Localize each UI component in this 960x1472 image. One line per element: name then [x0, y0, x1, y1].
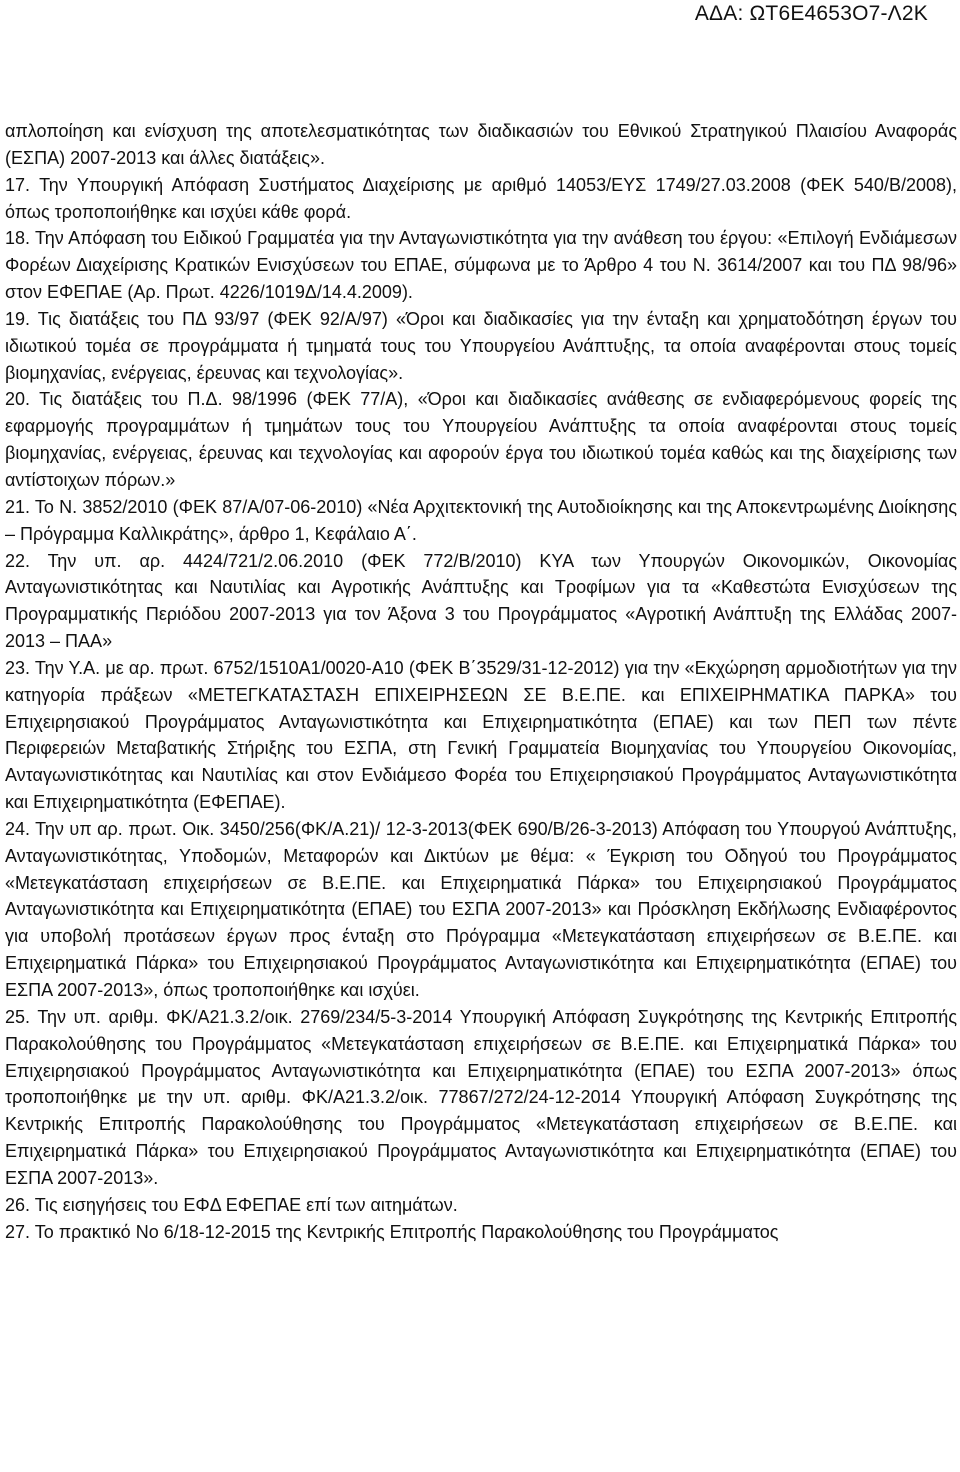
- ada-code: ΑΔΑ: ΩΤ6Ε4653Ο7-Λ2Κ: [694, 2, 928, 25]
- paragraph-21: 21. Το Ν. 3852/2010 (ΦΕΚ 87/Α/07-06-2010) «Νέα Αρχιτεκτονική της Αυτοδιοίκησης και της Αποκεντρωμένης Διοίκησης – Πρόγραμμα Καλλικράτης», άρθρο 1, Κεφάλαιο Α΄.: [5, 496, 957, 544]
- paragraph-18: 18. Την Απόφαση του Ειδικού Γραμματέα για την Ανταγωνιστικότητα για την ανάθεση του έργου: «Επιλογή Ενδιάμεσων Φορέων Διαχείρισης Κρατικών Ενισχύσεων του ΕΠΑΕ, σύμφωνα με το Άρθρο 4 του Ν. 3614/2007 και του ΠΔ 98/96» στον ΕΦΕΠΑΕ (Αρ. Πρωτ. 4226/1019Δ/14.4.2009).: [5, 228, 957, 303]
- paragraph-25: 25. Την υπ. αριθμ. ΦΚ/Α21.3.2/οικ. 2769/234/5-3-2014 Υπουργική Απόφαση Συγκρότησης της Κεντρικής Επιτροπής Παρακολούθησης του Προγράμματος «Μετεγκατάσταση επιχειρήσεων σε Β.Ε.ΠΕ. και Επιχειρηματικά Πάρκα» του Επιχειρησιακού Προγράμματος Ανταγωνιστικότητα και Επιχειρηματικότητα (ΕΠΑΕ) του ΕΣΠΑ 2007-2013» όπως τροποποιήθηκε με την υπ. αριθμ. ΦΚ/Α21.3.2/οικ. 77867/272/24-12-2014 Υπουργική Απόφαση Συγκρότησης της Κεντρικής Επιτροπής Παρακολούθησης του Προγράμματος «Μετεγκατάσταση επιχειρήσεων σε Β.Ε.ΠΕ. και Επιχειρηματικά Πάρκα» του Επιχειρησιακού Προγράμματος Ανταγωνιστικότητα και Επιχειρηματικότητα (ΕΠΑΕ) του ΕΣΠΑ 2007-2013».: [5, 1006, 957, 1188]
- paragraph-23: 23. Την Υ.Α. με αρ. πρωτ. 6752/1510Α1/0020-Α10 (ΦΕΚ Β΄3529/31-12-2012) για την «Εκχώρηση αρμοδιοτήτων για την κατηγορία πράξεων «ΜΕΤΕΓΚΑΤΑΣΤΑΣΗ ΕΠΙΧΕΙΡΗΣΕΩΝ ΣΕ Β.Ε.ΠΕ. και ΕΠΙΧΕΙΡΗΜΑΤΙΚΑ ΠΑΡΚΑ» του Επιχειρησιακού Προγράμματος Ανταγωνιστικότητα και Επιχειρηματικότητα (ΕΠΑΕ) και των ΠΕΠ των πέντε Περιφερειών Μεταβατικής Στήριξης του ΕΣΠΑ, στη Γενική Γραμματεία Βιομηχανίας του Υπουργείου Οικονομίας, Ανταγωνιστικότητας και Ναυτιλίας και στον Ενδιάμεσο Φορέα του Επιχειρησιακού Προγράμματος Ανταγωνιστικότητα και Επιχειρηματικότητα (ΕΦΕΠΑΕ).: [5, 657, 957, 813]
- paragraph-24: 24. Την υπ αρ. πρωτ. Οικ. 3450/256(ΦΚ/Α.21)/ 12-3-2013(ΦΕΚ 690/Β/26-3-2013) Απόφαση του Υπουργού Ανάπτυξης, Ανταγωνιστικότητας, Υποδομών, Μεταφορών και Δικτύων με θέμα: « Έγκριση του Οδηγού του Προγράμματος «Μετεγκατάσταση επιχειρήσεων σε Β.Ε.ΠΕ. και Επιχειρηματικά Πάρκα» του Επιχειρησιακού Προγράμματος Ανταγωνιστικότητα και Επιχειρηματικότητα (ΕΠΑΕ) του ΕΣΠΑ 2007-2013» και Πρόσκληση Εκδήλωσης Ενδιαφέροντος για υποβολή προτάσεων έργων προς ένταξη στο Πρόγραμμα «Μετεγκατάσταση επιχειρήσεων σε Β.Ε.ΠΕ. και Επιχειρηματικά Πάρκα» του Επιχειρησιακού Προγράμματος Ανταγωνιστικότητα και Επιχειρηματικότητα (ΕΠΑΕ) του ΕΣΠΑ 2007-2013», όπως τροποποιήθηκε και ισχύει.: [5, 818, 957, 1000]
- paragraph-27: 27. Το πρακτικό Νο 6/18-12-2015 της Κεντρικής Επιτροπής Παρακολούθησης του Προγράμματος: [5, 1221, 779, 1242]
- paragraph-26: 26. Τις εισηγήσεις του ΕΦΔ ΕΦΕΠΑΕ επί των αιτημάτων.: [5, 1194, 458, 1215]
- paragraph-19: 19. Τις διατάξεις του ΠΔ 93/97 (ΦΕΚ 92/Α/97) «Όροι και διαδικασίες για την ένταξη και χρηματοδότηση έργων του ιδιωτικού τομέα σε προγράμματα ή τμηματά τους του Υπουργείου Ανάπτυξης, τα οποία αναφέρονται στους τομείς βιομηχανίας, ενέργειας, έρευνας και τεχνολογίας».: [5, 308, 957, 383]
- paragraph-22: 22. Την υπ. αρ. 4424/721/2.06.2010 (ΦΕΚ 772/Β/2010) ΚΥΑ των Υπουργών Οικονομικών, Οικονομίας Ανταγωνιστικότητας και Ναυτιλίας και Αγροτικής Ανάπτυξης και Τροφίμων για τα «Καθεστώτα Ενισχύσεων της Προγραμματικής Περιόδου 2007-2013 για τον Άξονα 3 του Προγράμματος «Αγροτική Ανάπτυξη της Ελλάδας 2007-2013 – ΠΑΑ»: [5, 550, 957, 652]
- paragraph-17: 17. Την Υπουργική Απόφαση Συστήματος Διαχείρισης με αριθμό 14053/ΕΥΣ 1749/27.03.2008 (ΦΕΚ 540/Β/2008), όπως τροποποιήθηκε και ισχύει κάθε φορά.: [5, 174, 957, 222]
- document-body: [5, 118, 957, 1245]
- paragraph-20: 20. Τις διατάξεις του Π.Δ. 98/1996 (ΦΕΚ 77/Α), «Όροι και διαδικασίες ανάθεσης σε ενδιαφερόμενους φορείς της εφαρμογής προγραμμάτων ή τμημάτων τους του Υπουργείου Ανάπτυξης τα οποία αναφέρονται στους τομείς βιομηχανίας, ενέργειας, έρευνας και τεχνολογίας και αφορούν έργα του ιδιωτικού τομέα καθώς και της διαχείρισης των αντίστοιχων πόρων.»: [5, 389, 957, 490]
- paragraph-16-continuation: απλοποίηση και ενίσχυση της αποτελεσματικότητας των διαδικασιών του Εθνικού Στρατηγικού Πλαισίου Αναφοράς (ΕΣΠΑ) 2007-2013 και άλλες διατάξεις».: [5, 121, 957, 168]
